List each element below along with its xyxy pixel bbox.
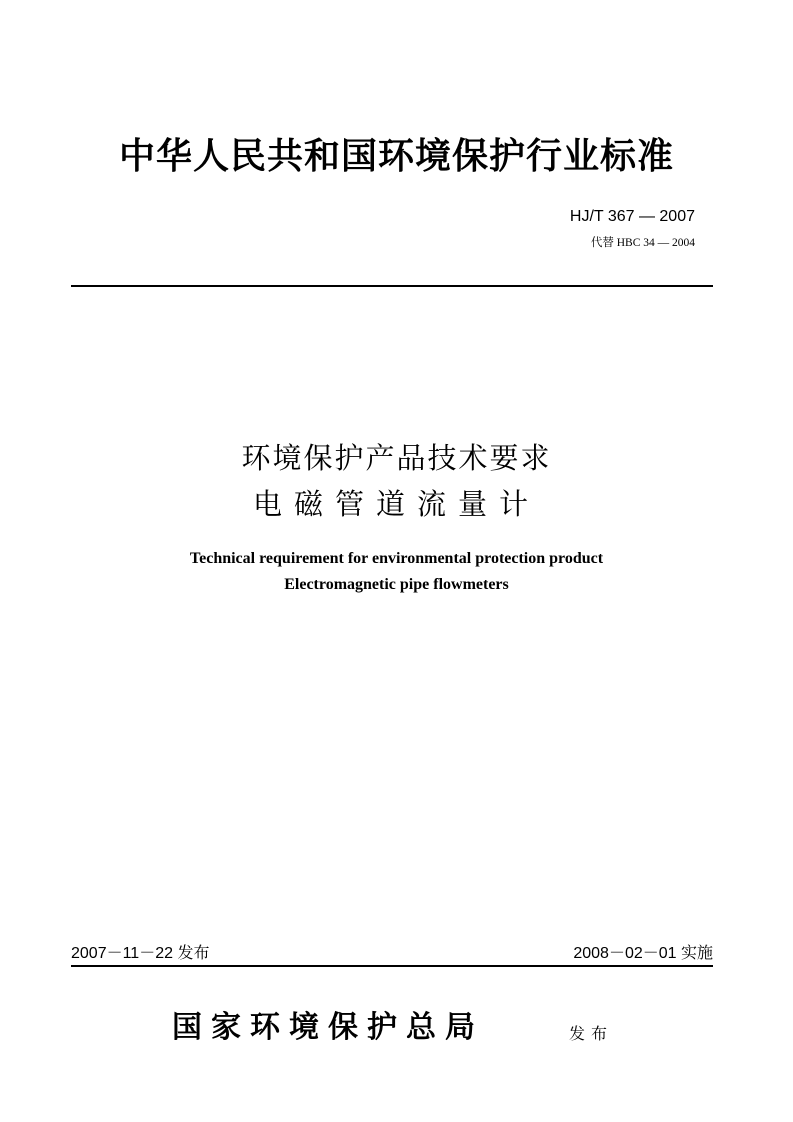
english-title-line1: Technical requirement for environmental protection product — [189, 550, 604, 567]
standard-title: 中华人民共和国环境保护行业标准 — [118, 135, 674, 177]
issuer-action: 发布 — [569, 1024, 614, 1043]
bottom-divider — [71, 965, 713, 967]
chinese-title-line1: 环境保护产品技术要求 — [241, 441, 552, 475]
issuing-authority: 国家环境保护总局 — [172, 1010, 484, 1045]
english-title-line2: Electromagnetic pipe flowmeters — [284, 576, 509, 593]
chinese-title-line2: 电磁管道流量计 — [252, 487, 540, 521]
standard-code: HJ/T 367 — 2007 — [569, 208, 695, 225]
top-divider — [71, 285, 713, 287]
replaces-note: 代替 HBC 34 — 2004 — [590, 237, 695, 249]
issue-date: 2007－11－22 发布 — [71, 945, 210, 962]
implementation-date: 2008－02－01 实施 — [573, 945, 713, 962]
